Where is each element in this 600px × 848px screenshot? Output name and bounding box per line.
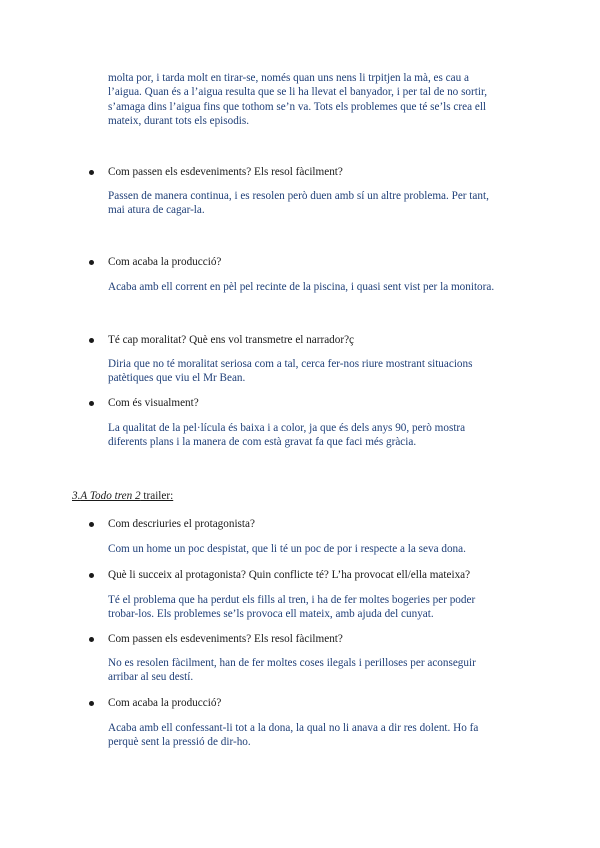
question-item	[108, 696, 528, 710]
question-item	[108, 255, 528, 269]
question-text: Què li succeix al protagonista? Quin conflicte té? L’ha provocat ell/ella mateixa?	[108, 569, 471, 581]
answer-line: Acaba amb ell confessant-li tot a la dona, la qual no li anava a dir res dolent. Ho fa	[108, 722, 479, 734]
question-text: Com acaba la producció?	[108, 256, 222, 268]
intro-line: l’aigua. Quan és a l’aigua resulta que se li ha llevat el banyador, i per tal de no sortir,	[108, 86, 488, 99]
question-item	[108, 517, 528, 531]
question-item	[108, 333, 528, 347]
answer-line: patètiques que viu el Mr Bean.	[108, 372, 246, 385]
question-text: Té cap moralitat? Què ens vol transmetre el narrador?ç	[108, 334, 355, 346]
bullet-icon	[89, 260, 94, 265]
bullet-icon	[89, 170, 94, 175]
bullet-icon	[89, 701, 94, 706]
bullet-icon	[89, 522, 94, 527]
answer-line: arribar al seu destí.	[108, 671, 194, 684]
question-item	[108, 165, 528, 179]
question-text: Com passen els esdeveniments? Els resol fàcilment?	[108, 166, 343, 178]
answer-paragraph	[108, 593, 528, 622]
answer-line: La qualitat de la pel·lícula és baixa i a color, ja que és dels anys 90, però mostra	[108, 422, 466, 434]
bullet-icon	[89, 573, 94, 578]
intro-line: molta por, i tarda molt en tirar-se, només quan uns nens li trpitjen la mà, es cau a	[108, 72, 469, 84]
question-item	[108, 632, 528, 646]
answer-line: Com un home un poc despistat, que li té un poc de por i respecte a la seva dona.	[108, 543, 466, 555]
intro-paragraph	[108, 71, 528, 128]
question-text: Com descriuries el protagonista?	[108, 518, 255, 530]
answer-line: Diria que no té moralitat seriosa com a tal, cerca fer-nos riure mostrant situacions	[108, 358, 473, 370]
answer-paragraph	[108, 542, 528, 556]
question-item	[108, 396, 528, 410]
answer-line: trobar-los. Els problemes se’ls provoca ell mateix, amb ajuda del cunyat.	[108, 608, 434, 621]
question-item	[108, 568, 528, 582]
answer-line: Acaba amb ell corrent en pèl pel recinte de la piscina, i quasi sent vist per la monitora.	[108, 281, 495, 293]
bullet-icon	[89, 637, 94, 642]
answer-paragraph	[108, 421, 528, 450]
answer-paragraph	[108, 357, 528, 386]
section-title-suffix: trailer:	[140, 490, 174, 502]
answer-line: mai atura de cagar-la.	[108, 204, 205, 217]
answer-paragraph	[108, 189, 528, 218]
bullet-icon	[89, 401, 94, 406]
section-title: A Todo tren 2	[80, 490, 141, 502]
intro-line: mateix, durant tots els episodis.	[108, 114, 250, 127]
answer-line: perquè sent la pressió de dir-ho.	[108, 736, 251, 749]
question-text: Com és visualment?	[108, 397, 199, 409]
question-text: Com acaba la producció?	[108, 697, 222, 709]
answer-line: Passen de manera continua, i es resolen però duen amb sí un altre problema. Per tant,	[108, 190, 489, 202]
answer-paragraph	[108, 721, 528, 750]
answer-line: Té el problema que ha perdut els fills al tren, i ha de fer moltes bogeries per poder	[108, 594, 476, 606]
answer-paragraph	[108, 280, 528, 294]
answer-line: No es resolen fàcilment, han de fer moltes coses ilegals i perilloses per aconseguir	[108, 657, 476, 669]
answer-line: diferents plans i la manera de com està gravat fa que faci més gràcia.	[108, 436, 417, 449]
intro-line: s’amaga dins l’aigua fins que tothom se’n va. Tots els problemes que té se’ls crea ell	[108, 100, 487, 113]
section-number: 3.	[72, 490, 81, 502]
question-text: Com passen els esdeveniments? Els resol fàcilment?	[108, 633, 343, 645]
answer-paragraph	[108, 656, 528, 685]
section-heading	[72, 489, 173, 503]
bullet-icon	[89, 338, 94, 343]
